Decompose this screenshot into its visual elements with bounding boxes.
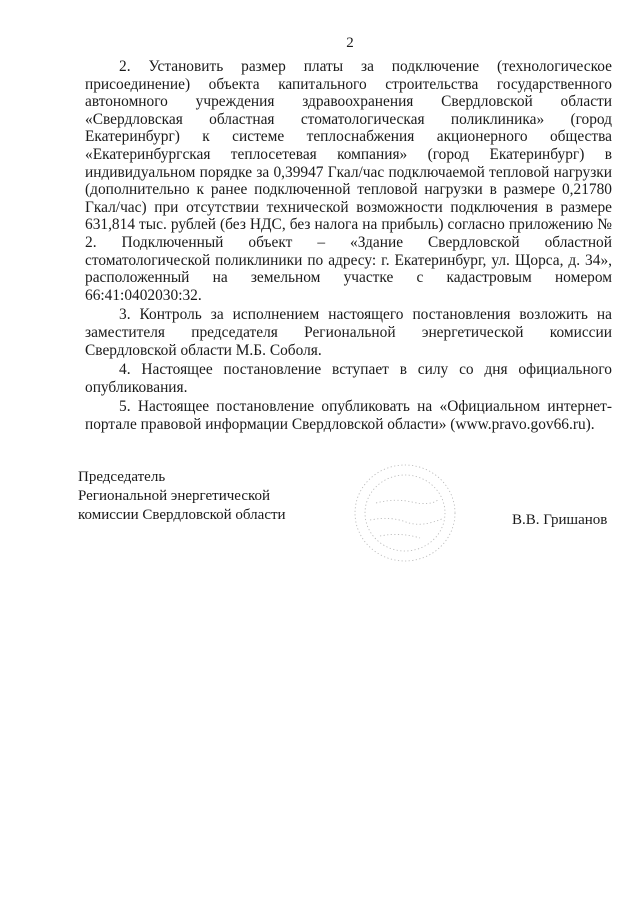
signatory-title	[78, 468, 286, 525]
document-body	[85, 58, 612, 435]
paragraph-5: 5. Настоящее постановление опубликовать на «Официальном интернет-портале правовой информации Свердловской области» (www.pravo.gov66.ru).	[85, 398, 612, 433]
paragraph-2: 2. Установить размер платы за подключение (технологическое присоединение) объекта капитального строительства государственного автономного учреждения здравоохранения Свердловской области «Свердловская областная стоматологическая поликлиника» (город Екатеринбург) к системе теплоснабжения акционерного общества «Екатеринбургская теплосетевая компания» (город Екатеринбург) в индивидуальном порядке за 0,39947 Гкал/час подключаемой тепловой нагрузки (дополнительно к ранее подключенной тепловой нагрузки в размере 0,21780 Гкал/час) при отсутствии технической возможности подключения в размере 631,814 тыс. рублей (без НДС, без налога на прибыль) согласно приложению № 2. Подключенный объект – «Здание Свердловской областной стоматологической поликлиники по адресу: г. Екатеринбург, ул. Щорса, д. 34», расположенный на земельном участке с кадастровым номером 66:41:0402030:32.	[85, 58, 612, 304]
signatory-title-line: Председатель	[78, 469, 166, 485]
paragraph-3: 3. Контроль за исполнением настоящего постановления возложить на заместителя председателя Региональной энергетической комиссии Свердловской области М.Б. Соболя.	[85, 306, 612, 359]
page-number: 2	[346, 35, 354, 51]
official-seal-icon	[350, 458, 460, 568]
signatory-name: В.В. Гришанов	[512, 512, 608, 528]
paragraph-4: 4. Настоящее постановление вступает в силу со дня официального опубликования.	[85, 361, 612, 396]
signatory-title-line: Региональной энергетической	[78, 488, 271, 504]
signatory-title-line: комиссии Свердловской области	[78, 507, 286, 523]
